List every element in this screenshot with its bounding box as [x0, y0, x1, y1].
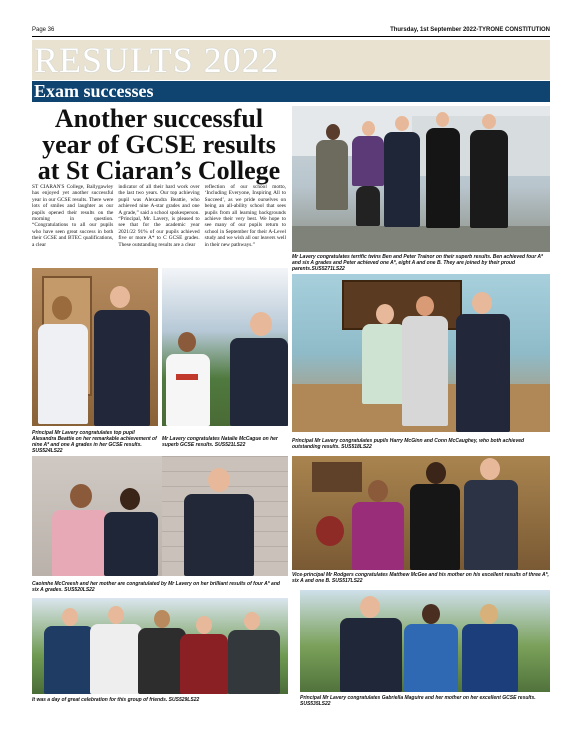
- article-body: [32, 184, 286, 268]
- caption-harry-conn: Principal Mr Lavery congratulates pupils Harry McGinn and Conn McCaughey, who both achieved outstanding results. SUS518LS22: [292, 438, 525, 450]
- article-col-1: ST CIARAN'S College, Ballygawley has enjoyed yet another successful year in our GCSE results. There were lots of smiles and laughter as our pupils opened their results on the morning in question. “Congratulations to all our pupils who have seen great success in both their GCSE and BTEC qualifications, a clear: [32, 184, 114, 248]
- caption-matthew: Vice-principal Mr Rodgers congratulates Matthew McGee and his mother on his excellent results of three A*, six A and one B. SUS517LS22: [292, 572, 549, 584]
- caption-alexandra: Principal Mr Lavery congratulates top pupil Alexandra Beattie on her remarkable achievement of nine A* and one A grades in her GCSE results. SUS524LS22: [32, 430, 157, 454]
- caption-gabriella: Principal Mr Lavery congratulates Gabriella Maguire and her mother on her excellent GCSE results. SUS535LS22: [300, 695, 536, 707]
- section-bar: [32, 81, 550, 102]
- caption-friends: It was a day of great celebration for this group of friends. SUS529LS22: [32, 697, 200, 703]
- section-title: Exam successes: [34, 81, 154, 101]
- photo-alexandra: [32, 268, 158, 426]
- article-col-2: indicator of all their hard work over the last two years. Our top achieving pupil was Alexandra Beattie, who achieved nine A-star grades and one A grade,” said a school spokesperson. “Principal, Mr. Lavery, is pleased to see that for the academic year 2021/22 91% of our pupils achieved five or more A* to C GCSE grades. These outstanding results are a clear: [118, 184, 200, 248]
- banner-title: RESULTS 2022: [34, 40, 280, 80]
- caption-natalie: Mr Lavery congratulates Natalie McCague on her superb GCSE results. SUS521LS22: [162, 436, 278, 448]
- page-header: [32, 25, 550, 37]
- photo-friends: [32, 598, 288, 694]
- photo-twins-parents: [292, 106, 550, 252]
- issue-date: Thursday, 1st September 2022-TYRONE CONSTITUTION: [390, 27, 550, 33]
- caption-twins: Mr Lavery congratulates terrific twins Ben and Peter Trainor on their superb results. Ben achieved four A* and six A grades and Peter achieved one A*, eight A and one B. They are joined by their proud parents.SUS5271LS22: [292, 254, 543, 272]
- photo-harry-conn: [292, 274, 550, 432]
- article-col-3: reflection of our school motto, ‘Including Everyone, Inspiring All to Succeed’, as we pride ourselves on being an all-ability school that sees pupils from all learning backgrounds achieve their very best. We hope to see many of our pupils return to school in September for their A-Level study and we wish all our leavers well in their new pathways.”: [204, 184, 286, 248]
- caption-caoimhe: Caoimhe McCreesh and her mother are congratulated by Mr Lavery on her brilliant results of four A* and six A grades. SUS520LS22: [32, 581, 280, 593]
- page-number: Page 36: [32, 27, 55, 33]
- photo-gabriella: [300, 590, 550, 692]
- article-headline: Another successful year of GCSE results at St Ciaran’s College: [37, 104, 281, 185]
- results-banner: [32, 40, 550, 80]
- photo-matthew: [292, 456, 550, 570]
- photo-caoimhe: [32, 456, 288, 576]
- photo-natalie: [162, 268, 288, 426]
